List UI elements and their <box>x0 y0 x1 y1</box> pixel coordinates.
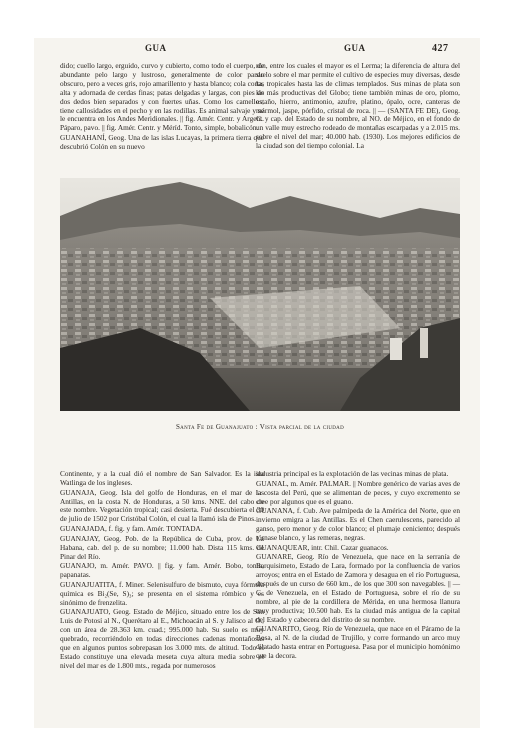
city-photograph <box>60 178 460 411</box>
entry: industria principal es la explotación de las vecinas minas de plata. <box>256 469 449 478</box>
entry: GUANAJO, m. Amér. PAVO. || fig. y fam. Amér. Bobo, tonto, papanatas. <box>60 561 264 580</box>
header-left-word: GUA <box>145 43 167 53</box>
entry: dido; cuello largo, erguido, curvo y cubierto, como todo el cuerpo, de abundante pelo largo y lustroso, generalmente de color pardo obscuro, pero a veces gris, rojo amarillento y hasta blanco; cola corta, alta y adornada de cerdas finas; patas delgadas y largas, con pies de dos dedos bien separados y con fuertes uñas. Como los camellos, tiene callosidades en el pecho y en las rodillas. Es animal salvaje y se le encuentra en los Andes Meridionales. || fig. Amér. Centr. y Argent. Páparo, pavo. || fig. Amér. Centr. y Méríd. Tonto, simple, bobalicón. <box>60 61 264 133</box>
column-bottom-right <box>256 470 460 662</box>
entry: Continente, y a la cual dió el nombre de San Salvador. Es la isla Watlinga de los ingleses. <box>60 469 264 487</box>
dictionary-page <box>34 38 480 728</box>
entry: GUANARE, Geog. Río de Venezuela, que nace en la serranía de Barquisimeto, Estado de Lara, formado por la confluencia de varios arroyos; entra en el Estado de Zamora y desagua en el río Portuguesa, después de un curso de 660 km., de los que 300 son navegables. || — C. de Venezuela, en el Estado de Portuguesa, sobre el río de su nombre, al pie de la cordillera de Mérida, en una hermosa llanura muy productiva; 10.500 hab. Es la ciudad más antigua de la capital del Estado y cabecera del distrito de su nombre. <box>256 552 460 624</box>
photo-caption: Santa Fe de Guanajuato : Vista parcial de la ciudad <box>175 423 345 431</box>
entry: GUANANA, f. Cub. Ave palmípeda de la América del Norte, que en invierno emigra a las Antillas. Es el Chen caerulescens, parecido al ganso, pero menor y de color blanco; el plumaje ceniciento; después tórnase blanco, y las remeras, negras. <box>256 506 460 542</box>
guanajuato-panorama-image <box>60 178 460 411</box>
entry: GUANAJUATITA, f. Miner. Selenisulfuro de bismuto, cuya fórmula química es Bi₂(Se, S)₃; se presenta en el sistema rómbico y es sinónimo de frenzelita. <box>60 579 264 607</box>
entry: GUANARITO, Geog. Río de Venezuela, que nace en el Páramo de la Rosa, al N. de la ciudad de Trujillo, y corre formando un arco muy dilatado hasta entrar en Portuguesa. Pasa por el municipio homónimo que la decora. <box>256 624 460 661</box>
header-center-word: GUA <box>344 43 366 53</box>
entry: GUANAHANÍ, Geog. Una de las islas Lucayas, la primera tierra que descubrió Colón en su nuevo <box>60 133 264 151</box>
entry: GUANAJAY, Geog. Pob. de la República de Cuba, prov. de La Habana, cab. del p. de su nombre; 11.000 hab. Dista 115 kms. de Pinar del Río. <box>60 533 264 561</box>
entry: GUANAJADA, f. fig. y fam. Amér. TONTADA. <box>60 524 203 534</box>
page-number: 427 <box>432 43 449 54</box>
entry: GUANAJA, Geog. Isla del golfo de Honduras, en el mar de las Antillas, en la costa N. de Honduras, a 50 kms. NNE. del cabo de este nombre. Vegetación tropical; casi desierta. Fué descubierta el 30 de julio de 1502 por Cristóbal Colón, el cual la llamó isla de Pinos. <box>60 487 264 524</box>
column-bottom-left <box>60 470 264 672</box>
entry: GUANAJUATO, Geog. Estado de Méjico, situado entre los de San Luis de Potosí al N., Querétaro al E., Michoacán al S. y Jalisco al O., con un área de 28.363 km. cuad.; 995.000 hab. Su suelo es muy quebrado, recorriéndolo en todas direcciones cadenas montañosas que en algunos puntos sobrepasan los 3.000 mts. de altitud. Todo el Estado constituye una elevada meseta cuya altura media sobre el nivel del mar es de 1.800 mts., regada por numerosos <box>60 607 264 670</box>
column-top-left <box>60 62 264 153</box>
column-top-right <box>256 62 460 152</box>
entry: GUANAL, m. Amér. PALMAR. || Nombre genérico de varias aves de la costa del Perú, que se alimentan de peces, y cuyo excremento se cree por algunos que es el guano. <box>256 478 460 506</box>
entry: GUANAQUEAR, intr. Chil. Cazar guanacos. <box>256 542 389 552</box>
entry: rón, entre los cuales el mayor es el Lerma; la diferencia de altura del suelo sobre el mar permite el cultivo de especies muy diversas, desde las tropicales hasta las de climas templados. Sus minas de plata son las más productivas del Globo; tiene también minas de oro, plomo, estaño, hierro, antimonio, azufre, platino, ópalo, ocre, canteras de mármol, jaspe, pórfido, cristal de roca. || — (SANTA FE DE), Geog. C. y cap. del Estado de su nombre, al NO. de Méjico, en el fondo de un valle muy estrecho rodeado de montañas escarpadas y a 2.015 ms. sobre el nivel del mar; 40.000 hab. (1930). Los mejores edificios de la ciudad son del tiempo colonial. La <box>256 61 460 151</box>
